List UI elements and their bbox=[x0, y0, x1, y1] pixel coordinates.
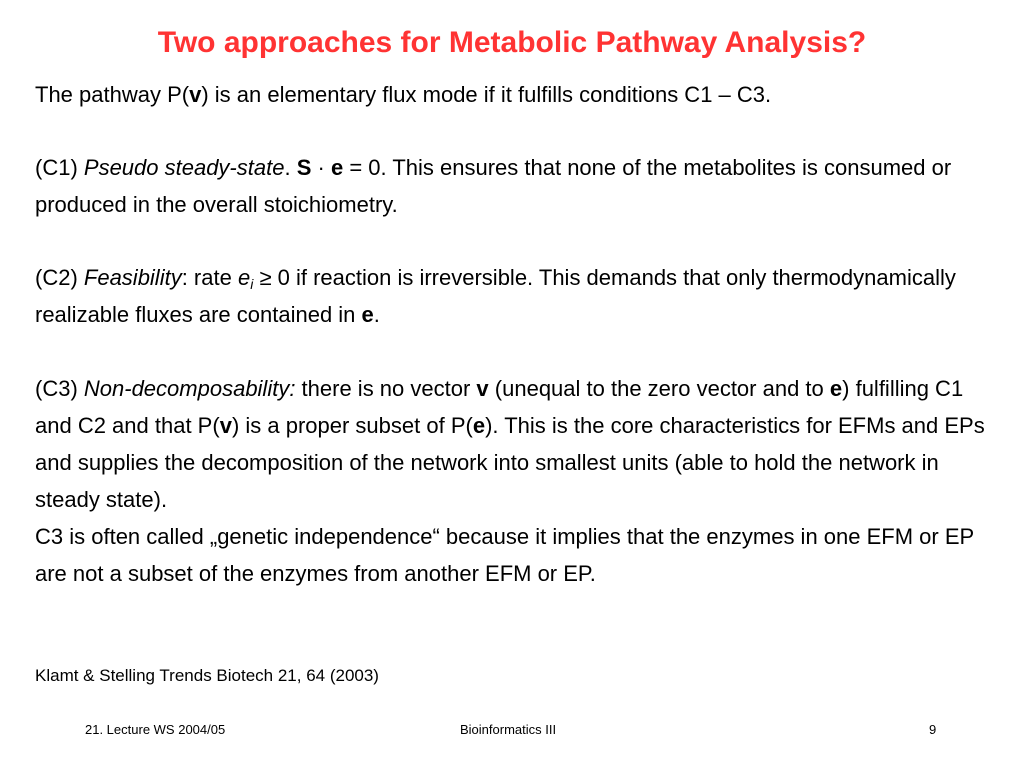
footer-lecture: 21. Lecture WS 2004/05 bbox=[85, 722, 226, 737]
c3-note: C3 is often called „genetic independence“ because it implies that the enzymes in one EFM or EP are not a subset of the enzymes from another EFM or EP. bbox=[35, 524, 974, 586]
footer-page-number: 9 bbox=[929, 722, 937, 737]
slide-title: Two approaches for Metabolic Pathway Analysis? bbox=[157, 26, 867, 59]
condition-c3: (C3) Non-decomposability: there is no vector v (unequal to the zero vector and to e) fulfilling C1 and C2 and that P(v) is a proper subset of P(e). This is the core characteristics for EFMs and EPs and supplies the decomposition of the network into smallest units (able to hold the network in steady state). bbox=[35, 376, 985, 512]
reference-citation: Klamt & Stelling Trends Biotech 21, 64 (2003) bbox=[35, 666, 379, 685]
condition-c2: (C2) Feasibility: rate $e_i \ge 0$ if reaction is irreversible. This demands that only thermodynamically realizable fluxes are contained in e. bbox=[35, 265, 956, 327]
footer-course: Bioinformatics III bbox=[460, 722, 557, 737]
intro-paragraph: The pathway P(v) is an elementary flux mode if it fulfills conditions C1 – C3. bbox=[35, 82, 772, 107]
condition-c1: (C1) Pseudo steady-state. S · e = 0. This ensures that none of the metabolites is consumed or produced in the overall stoichiometry. bbox=[35, 155, 952, 217]
